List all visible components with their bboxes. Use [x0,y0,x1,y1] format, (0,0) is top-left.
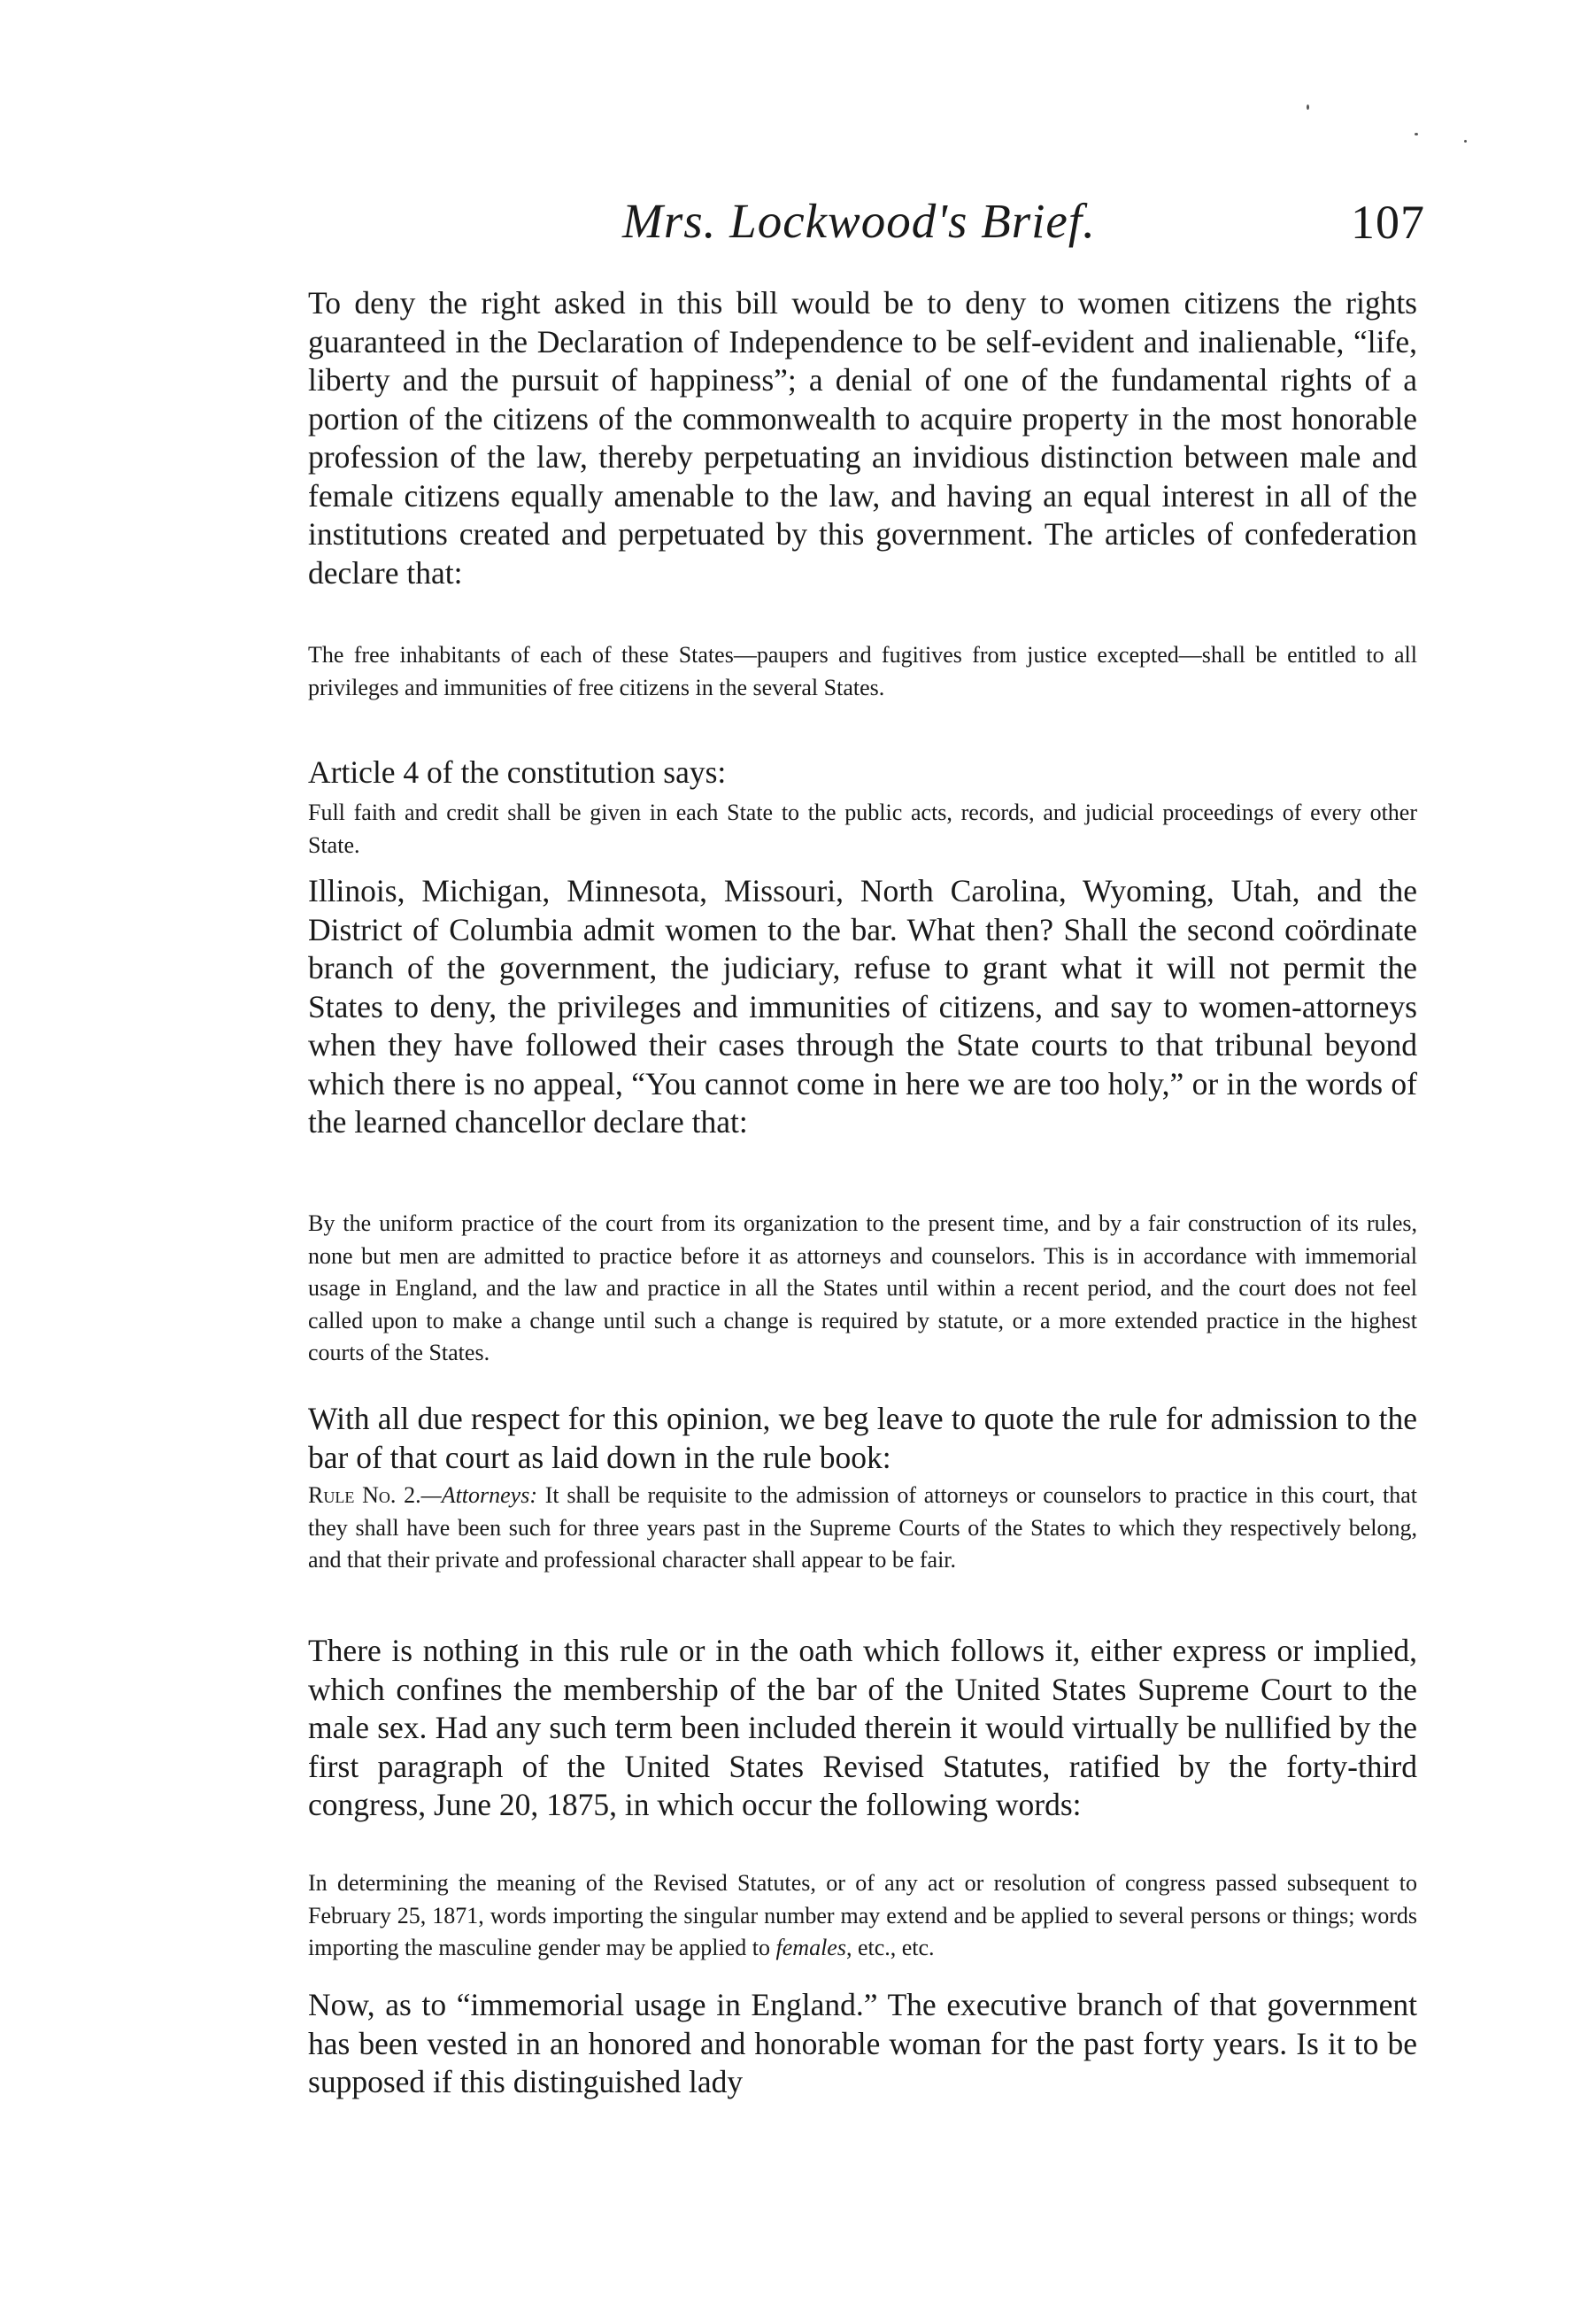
paragraph-3: Illinois, Michigan, Minnesota, Missouri, North Carolina, Wyoming, Utah, and the District of Columbia admit women to the bar. What then? Shall the second coördinate branch of the government, the judiciary, refuse to grant what it will not permit the States to deny, the privileges and immunities of citizens, and say to women-attorneys when they have followed their cases through the State courts to that tribunal beyond which there is no appeal, “You cannot come in here we are too holy,” or in the words of the learned chancellor declare that: [308,873,1417,1140]
print-speck [1415,133,1418,135]
statute-text: In determining the meaning of the Revised Statutes, or of any act or resolution of congress passed subsequent to February 25, 1871, words importing the singular number may extend and be applied to several persons or things; words importing the masculine gender may be applied to [308,1870,1417,1960]
paragraph-1: To deny the right asked in this bill would be to deny to women citizens the rights guaranteed in the Declaration of Independence to be self-evident and inalienable, “life, liberty and the pursuit of happiness”; a denial of one of the fundamental rights of a portion of the citizens of the commonwealth to acquire property in the most honorable profession of the law, thereby perpetuating an invidious distinction between male and female citizens equally amenable to the law, and having an equal interest in all of the institutions created and perpetuated by this government. The articles of confederation declare that: [308,285,1417,591]
print-speck [1307,104,1309,110]
rule-label: Rule No. 2. [308,1482,421,1508]
paragraph-6: Now, as to “immemorial usage in England.” The executive branch of that government has been vested in an honored and honorable woman for the past forty years. Is it to be supposed if this distinguished lady [308,1987,1417,2099]
paragraph-2: Article 4 of the constitution says: [308,754,727,790]
statute-italic-word: females [775,1935,846,1960]
quote-rule-no-2 [308,1480,1417,1577]
quote-articles-of-confederation: The free inhabitants of each of these States—paupers and fugitives from justice excepted—shall be entitled to all privileges and immunities of free citizens in the several States. [308,642,1417,700]
statute-ending: , etc., etc. [845,1935,935,1960]
quote-article-4: Full faith and credit shall be given in each State to the public acts, records, and judicial proceedings of every other State. [308,800,1417,858]
running-title: Mrs. Lockwood's Brief. [622,194,1096,248]
rule-text: It shall be requisite to the admission of attorneys or counselors to practice in this court, that they shall have been such for three years past in the Supreme Courts of the States to which they respectively belong, and that their private and professional character shall appear to be fair. [308,1482,1417,1573]
rule-label-italic: —Attorneys: [420,1482,537,1508]
paragraph-4: With all due respect for this opinion, we beg leave to quote the rule for admission to the bar of that court as laid down in the rule book: [308,1401,1417,1475]
running-header [308,193,1425,255]
paragraph-5: There is nothing in this rule or in the oath which follows it, either express or implied, which confines the membership of the bar of the United States Supreme Court to the male sex. Had any such term been included therein it would virtually be nullified by the first paragraph of the United States Revised Statutes, ratified by the forty-third congress, June 20, 1875, in which occur the following words: [308,1633,1417,1822]
quote-revised-statutes [308,1867,1417,1965]
quote-chancellor-opinion: By the uniform practice of the court from its organization to the present time, and by a fair construction of its rules, none but men are admitted to practice before it as attorneys and counselors. This is in accordance with immemorial usage in England, and the law and practice in all the States until within a recent period, and the court does not feel called upon to make a change until such a change is required by statute, or a more extended practice in the highest courts of the States. [308,1210,1417,1365]
page-number: 107 [1351,196,1425,249]
print-speck [1464,140,1467,143]
